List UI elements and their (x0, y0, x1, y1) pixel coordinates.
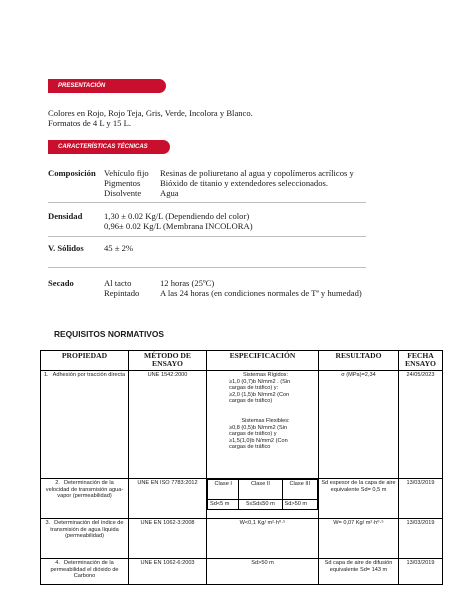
requisitos-table (40, 350, 443, 585)
row-number: 1. (43, 372, 49, 378)
header-metodo: MÉTODO DE ENSAYO (129, 351, 207, 371)
sd-2: 5≤Sd≤50 m (239, 500, 282, 510)
table-header-row (41, 351, 443, 371)
densidad-line-1: 1,30 ± 0.02 Kg/L (Dependiendo del color) (104, 211, 250, 221)
table-row (41, 519, 443, 559)
spec-rigidos-title: Sistemas Rígidos: (242, 372, 289, 378)
clase-1: Clase I (208, 480, 239, 500)
propiedad-text: Adhesión por tracción directa (52, 372, 126, 378)
cell-fecha: 24/05/2023 (399, 371, 443, 479)
spec-flexibles-title: Sistemas Flexibles: (241, 417, 290, 424)
table-row (41, 479, 443, 519)
table-row (41, 371, 443, 479)
composicion-label: Composición (48, 168, 96, 178)
cell-propiedad (41, 559, 129, 585)
sd-3: Sd>50 m (282, 500, 317, 510)
divider (48, 267, 366, 268)
densidad-label: Densidad (48, 211, 83, 221)
header-especificacion: ESPECIFICACIÓN (207, 351, 319, 371)
header-fecha: FECHA ENSAYO (399, 351, 443, 371)
propiedad-text: Determinación de la velocidad de transmisión agua-vapor (permeabilidad) (45, 480, 124, 500)
cell-metodo: UNE EN 1062-3:2008 (129, 519, 207, 559)
cell-resultado: Sd capa de aire de difusión equivalente Sd= 143 m (319, 559, 399, 585)
divider (48, 202, 366, 203)
row-number: 2. (55, 480, 60, 486)
propiedad-text: Determinación del índice de transmisión de agua líquida (permeabilidad) (50, 520, 124, 540)
densidad-line-2: 0,96± 0.02 Kg/L (Membrana INCOLORA) (104, 221, 253, 231)
cell-metodo: UNE EN 1062-6:2003 (129, 559, 207, 585)
cell-especificacion: W<0,1 Kg/ m²·h⁰·⁵ (207, 519, 319, 559)
presentacion-line-1: Colores en Rojo, Rojo Teja, Gris, Verde, Incolora y Blanco. (48, 108, 253, 118)
clase-3: Clase III (282, 480, 317, 500)
secado-item-name: Al tacto (104, 278, 132, 288)
solidos-label: V. Sólidos (48, 243, 84, 253)
header-resultado: RESULTADO (319, 351, 399, 371)
table-row (41, 559, 443, 585)
divider (48, 236, 366, 237)
secado-item-name: Repintado (104, 288, 140, 298)
cell-especificacion (207, 479, 319, 519)
row-number: 3. (45, 520, 51, 526)
composicion-item-name: Pigmentos (104, 178, 141, 188)
cell-fecha: 13/03/2019 (399, 519, 443, 559)
cell-resultado: W= 0,07 Kg/ m²·h⁰·⁵ (319, 519, 399, 559)
composicion-item-value: Bióxido de titanio y extendedores seleccionados. (160, 178, 329, 188)
solidos-value: 45 ± 2% (104, 243, 134, 253)
cell-fecha: 13/03/2019 (399, 479, 443, 519)
secado-item-value: 12 horas (25ºC) (160, 278, 215, 288)
spec-rigidos-2: ≥2,0 (1,5)b N/mm2 (Con cargas de tráfico) (229, 391, 290, 405)
clase-2: Clase II (239, 480, 282, 500)
row-number: 4. (55, 560, 60, 566)
presentacion-line-2: Formatos de 4 L y 15 L. (48, 118, 131, 128)
cell-resultado: Sd espesor de la capa de aire equivalente Sd= 0,5 m (319, 479, 399, 519)
secado-label: Secado (48, 278, 74, 288)
propiedad-text: Determinación de la permeabilidad el dióxido de Carbono (50, 560, 119, 580)
cell-metodo: UNE 1542:2000 (129, 371, 207, 479)
spec-flexibles-2: ≥1,5(1,0)b N/mm2 (Con cargas de tráfico (229, 437, 288, 451)
presentacion-banner: PRESENTACIÓN (48, 79, 166, 93)
clases-table (207, 479, 318, 510)
cell-propiedad (41, 371, 129, 479)
composicion-item-name: Vehículo fijo (104, 168, 149, 178)
header-propiedad: PROPIEDAD (41, 351, 129, 371)
cell-resultado: σ (MPa)=2,34 (319, 371, 399, 479)
sd-1: Sd<5 m (208, 500, 239, 510)
cell-especificacion (207, 371, 319, 479)
cell-propiedad (41, 479, 129, 519)
cell-fecha: 13/03/2019 (399, 559, 443, 585)
cell-especificacion: Sd>50 m (207, 559, 319, 585)
requisitos-title: REQUISITOS NORMATIVOS (54, 329, 164, 339)
cell-propiedad (41, 519, 129, 559)
secado-item-value: A las 24 horas (en condiciones normales de Tª y humedad) (160, 288, 362, 298)
spec-flexibles-1: ≥0,8 (0,5)b N/mm2 (Sin cargas de tráfico) y (229, 424, 288, 438)
composicion-item-value: Agua (160, 188, 179, 198)
spec-rigidos-1: ≥1,0 (0,7)b N/mm2 . (Sin cargas de tráfico) y: (229, 378, 291, 392)
caracteristicas-banner: CARACTERÍSTICAS TÉCNICAS (48, 140, 170, 154)
composicion-item-value: Resinas de poliuretano al agua y copolímeros acrílicos y (160, 168, 354, 178)
composicion-item-name: Disolvente (104, 188, 142, 198)
cell-metodo: UNE EN ISO 7783:2012 (129, 479, 207, 519)
